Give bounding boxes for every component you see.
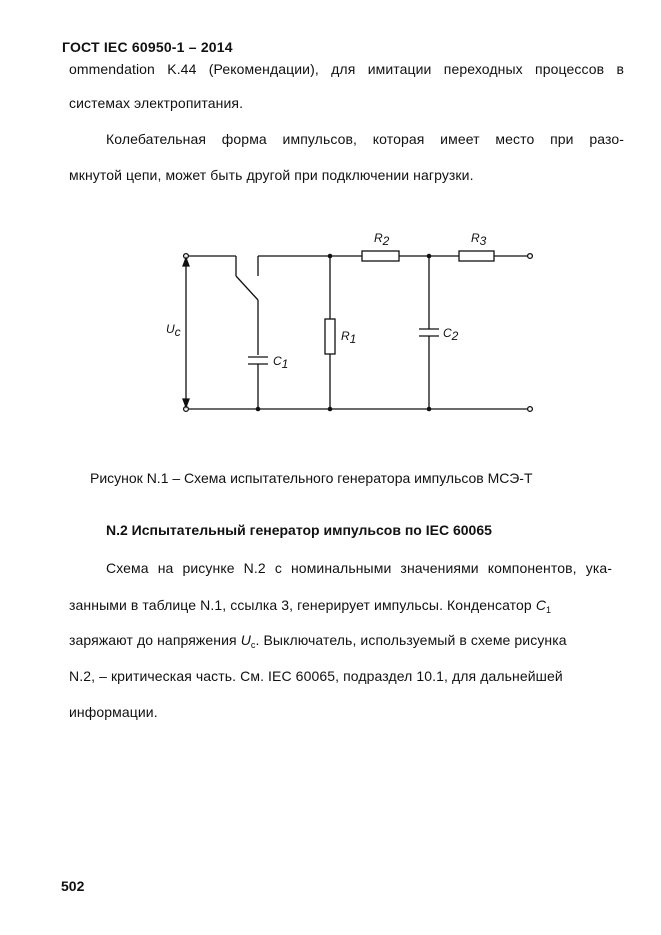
r3-resistor — [459, 251, 494, 261]
document-header: ГОСТ IEC 60950-1 – 2014 — [62, 39, 233, 55]
junction-r1-top — [328, 254, 333, 259]
terminal-top-right — [528, 254, 533, 259]
figure-caption: Рисунок N.1 – Схема испытательного генератора импульсов МСЭ-Т — [90, 470, 533, 486]
label-r3: R3 — [471, 231, 487, 248]
intro-line-2: системах электропитания. — [69, 95, 244, 111]
uc-arrow-head-top — [183, 258, 189, 266]
junction-c2-top — [427, 254, 432, 259]
section-line-2: занными в таблице N.1, ссылка 3, генерирует импульсы. Конденсатор $C_1$ — [69, 597, 552, 615]
label-r2: R2 — [374, 231, 390, 248]
section-line-1: Схема на рисунке N.2 с номинальными значениями компонентов, ука- — [106, 560, 612, 576]
junction-c1-bottom — [256, 407, 261, 412]
terminal-bottom-right — [528, 407, 533, 412]
var-u: U — [240, 632, 251, 648]
r1-resistor — [325, 319, 335, 354]
section-line-4: N.2, – критическая часть. См. IEC 60065, подраздел 10.1, для дальнейшей — [69, 668, 563, 684]
uc-arrow-head-bottom — [183, 399, 189, 407]
junction-c2-bottom — [427, 407, 432, 412]
intro-line-4: мкнутой цепи, может быть другой при подключении нагрузки. — [69, 167, 474, 183]
switch-blade — [236, 276, 258, 300]
var-c: C — [535, 597, 547, 613]
intro-line-3: Колебательная форма импульсов, которая имеет место при разо- — [106, 131, 624, 147]
section-heading: N.2 Испытательный генератор импульсов по IEC 60065 — [106, 522, 492, 538]
intro-line-1: ommendation K.44 (Рекомендации), для имитации переходных процессов в — [69, 61, 624, 77]
junction-r1-bottom — [328, 407, 333, 412]
section-line-5: информации. — [69, 704, 158, 720]
label-uc: Uc — [166, 322, 181, 339]
label-c2: C2 — [443, 326, 459, 343]
r2-resistor — [362, 251, 399, 261]
label-r1: R1 — [341, 329, 357, 346]
circuit-diagram — [0, 0, 661, 440]
label-c1: C1 — [273, 354, 289, 371]
page-number: 502 — [61, 878, 85, 894]
section-line-3: заряжают до напряжения $U_c$. Выключатель, используемый в схеме рисунка — [69, 632, 567, 650]
